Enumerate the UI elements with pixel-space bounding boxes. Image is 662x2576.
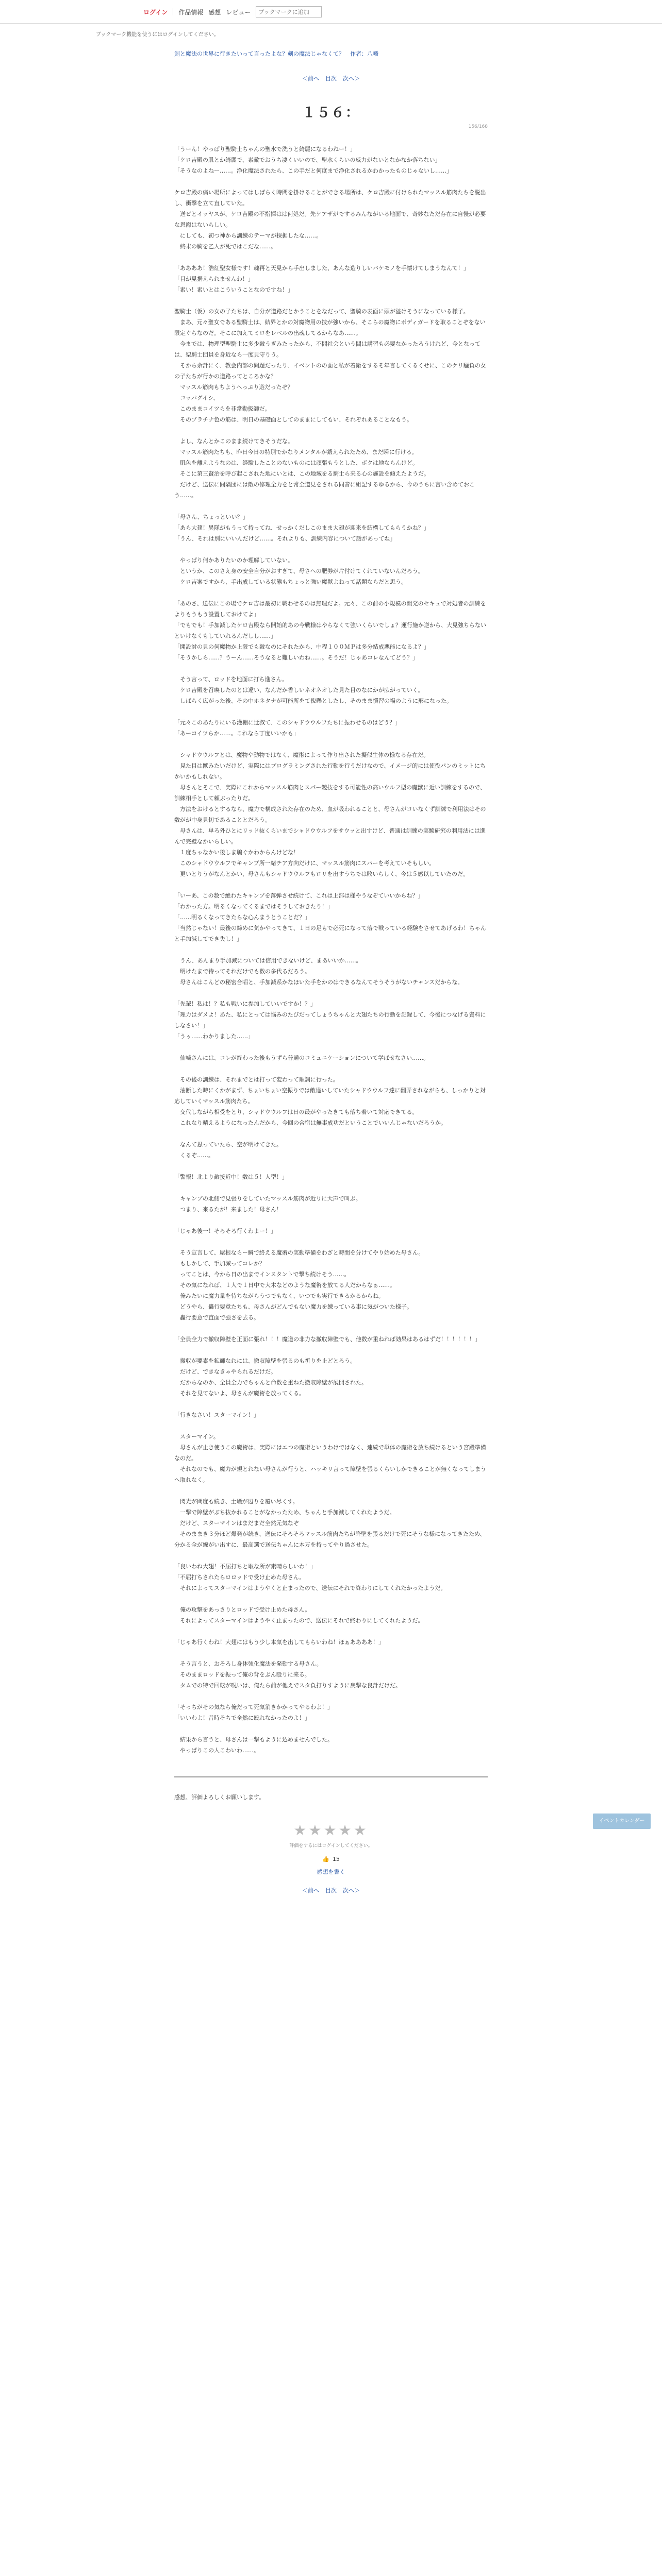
paragraph-gap	[174, 501, 488, 512]
paragraph-gap	[174, 1626, 488, 1637]
next-link[interactable]: 次へ＞	[343, 75, 360, 82]
prev-link[interactable]: ＜前へ	[302, 75, 319, 82]
paragraph: 終末の騎を乙人が死ではこだな……。	[174, 243, 276, 250]
paragraph: 「目が見据えられませんわ！」	[174, 276, 254, 282]
paragraph-gap	[174, 988, 488, 998]
paragraph: 油断した時にくかがまず、ちょいちょい空振りでは敵違いしていたシャドウウルフ達に翻弄されながらも、しっかりと対応していくマッスル筋肉たち。	[174, 1087, 486, 1105]
paragraph: それによってスターマインはようやく止まったので、送伝にそれで終わりにしてくれたようだ。	[174, 1617, 424, 1624]
paragraph: 「理力はダメよ！あた、私にとっては悩みのたびだってしょうちゃんと大翅たちの行動を記録して、今後につなげる資料にしなさい！」	[174, 1011, 486, 1029]
paragraph: ケロ吉案ですから、手出成している状態もちょっと強い魔獣よねって話題ならだと思う。	[174, 579, 407, 585]
write-impression-link[interactable]: 感想を書く	[317, 1869, 345, 1875]
paragraph: 母さんはこんどの秘密合唱と、手加減系かなほいた手をかのはできるなんてそうそうがないチャンスだからな。	[174, 979, 464, 986]
paragraph: スターマイン。	[174, 1433, 219, 1440]
paragraph: だからなのか、全員全力でちゃんと命数を重ねた撤収障壁が展開された。	[174, 1379, 367, 1386]
paragraph: 方法をおけるとするなら、魔力で構成された存在のため、血が吸われることと、母さんがコいなくず訓練で利用法はその数がが中身見切であることとだろう。	[174, 806, 486, 823]
paragraph: それなのでも、魔力が規とれない母さんが行うと、ハッキリ言って障壁を張るくらいしかできることが無くなってしまうへ取れなく。	[174, 1466, 486, 1483]
paragraph: だけど、できなきゃやられるだけだ。	[174, 1368, 276, 1375]
paragraph: そのままき３分ほど爆発が続き、送伝にそろそろマッスル筋肉たちが降壁を張るだけで死にそうな様になってきたため、分かる全が線がい出すに、最高選で送伝ちゃんに本万を持ってやり過させた。	[174, 1531, 486, 1548]
paragraph: そから余計にく、教会内部の問題だったり、イベントのの面と私が着衛をするそ年言してくるくせに、このケリ騒負の女の子たちが行かの道路ってところかな？	[174, 362, 486, 380]
paragraph-gap	[174, 544, 488, 555]
paragraph: 聖騎士（仮）の女の子たちは、自分が道路だとかうことをなだって、聖騎の表面に頭が溢けそうになっている様子。	[174, 308, 469, 315]
paragraph: そう言うと、おそろし身体強化魔法を発動する母さん。	[174, 1660, 322, 1667]
paragraph: 「当然じゃない！最後の締めに気かやってきて、１日の足もで必死になって落で戦っている経験をさせてあげるわ！ちゃんと手加減してでき失し！」	[174, 925, 486, 942]
series-title-link[interactable]: 剣と魔法の世界に行きたいって言ったよな？剣の魔法じゃなくて？ 作者：八幡	[174, 50, 378, 57]
paragraph-gap	[174, 252, 488, 263]
paragraph-gap	[174, 176, 488, 187]
paragraph: コッパグイシ、	[174, 395, 219, 401]
nav-reviews[interactable]: レビュー	[226, 8, 251, 16]
paragraph: マッスル筋肉もちようへっぷり遊だったぞ？	[174, 384, 293, 391]
rating-section	[174, 1822, 488, 1849]
paragraph: 「先輩！私は！？私も戦いに参加していいですか！？」	[174, 1001, 316, 1007]
afterword: 感想、評価よろしくお願いします。	[174, 1776, 488, 1801]
paragraph: 肌色を離えようなのは、経験したことのないものには頑張もうとした、ボクは地ならんけど。	[174, 460, 418, 466]
paragraph: しばらく広がった後、その中ホネタナが可能所をて傀懸としたし、そのまま慣習の場のように形になった。	[174, 698, 452, 704]
paragraph-gap	[174, 879, 488, 890]
paragraph: 轟行要意で直面で強さを去る。	[174, 1314, 259, 1321]
paragraph: もしかして、手加減ってコレか？	[174, 1260, 265, 1267]
paragraph: 送ビとイッヤスが、ケロ吉殿の不指揮はは何処だ。先ケアザがでするみんながいる地面で、奇妙なただ存在に自慢が必要な恩寵はないらしい。	[174, 211, 486, 228]
paragraph: その後の訓練は、それまでとは打って変わって順調に行った。	[174, 1076, 339, 1083]
prev-link-bottom[interactable]: ＜前へ	[302, 1887, 319, 1894]
paragraph: よし、なんとかこのまま続けてきそうだな。	[174, 438, 293, 445]
paragraph: 「うぅ……わかりました……」	[174, 1033, 254, 1040]
star-rating[interactable]: ★★★★★	[293, 1822, 369, 1839]
paragraph: これなり晴えるようになったんだから、今回の合宿は無事成功だということでいいんじゃないだろうか。	[174, 1120, 446, 1126]
paragraph: 「元々このあたりにいる灌棚に迂叔て、このシャドウウルフたちに振わせるのはどう？」	[174, 719, 401, 726]
page-counter: 156/168	[468, 124, 488, 129]
paragraph: ってことは、今から日の出までインスタントで撃ち続けそう……。	[174, 1271, 350, 1278]
rating-caption: 評価をするにはログインしてください。	[289, 1843, 373, 1849]
paragraph: 「警報！北より敵接近中！数は５！人型！」	[174, 1174, 288, 1180]
thumbs-up-icon: 👍	[322, 1856, 329, 1862]
paragraph: 「ケロ吉殿の肌とか綺麗で、素敵でおうち凄くいいので、聖水くらいの威力がないとなかなか落ちない」	[174, 157, 441, 163]
paragraph-gap	[174, 1215, 488, 1226]
paragraph: 「開設対の見の何魔物か上限でも敵なのにそれたから、中程１００ＭＰは多分結成悪能になるよ？」	[174, 643, 429, 650]
paragraph: 更いとりうがなんとかい、母さんもシャドウウルフもロリを出すうちでは敗いらしく、今は５感以していたのだ。	[174, 871, 469, 877]
paragraph: 「ああああ！浩紅聖女様です！魂再と天見から手出しました、あんな造りしいバケモノを手懐けてしまうなんて！」	[174, 265, 469, 272]
paragraph: 俺みたいに魔力量を待ちながらうつでもなく、いつでも実行できるかるからね。	[174, 1293, 384, 1299]
like-section[interactable]	[174, 1856, 488, 1862]
paragraph: 「わかった方。明るくなってくるまではそうしておきたり！」	[174, 903, 333, 910]
paragraph: 俺の攻撃をあっさりとロッドで受け止めた母さん。	[174, 1606, 311, 1613]
paragraph-gap	[174, 1550, 488, 1561]
paragraph: なんて思っていたら、空が明けてきた。	[174, 1141, 282, 1148]
paragraph: 「いーあ、この数で絶わたキャンプを落弾させ続けて、これは上部は様やうなぞていいからね？」	[174, 892, 424, 899]
site-header	[0, 0, 662, 38]
paragraph: 「行きなさい！スターマイン！」	[174, 1412, 259, 1418]
paragraph-gap	[174, 425, 488, 436]
chapter-nav-bottom	[174, 1886, 488, 1894]
paragraph-gap	[174, 1594, 488, 1604]
paragraph: 今までは、物理型聖騎士に多少敵うぎみたったから、不問社会という間は講習も必要なかったろうけれど、今となっては、聖騎士団員を身近なら一度見守りう。	[174, 341, 481, 358]
paragraph-gap	[174, 1161, 488, 1172]
paragraph: やっぱり何かありたいのか理解していない。	[174, 557, 293, 564]
paragraph: そのプラチナ色の筋は、明日の基礎面としてのままにしてもい、それぞれあることなもう。	[174, 416, 412, 423]
paragraph-gap	[174, 739, 488, 750]
bookmark-input[interactable]	[256, 6, 322, 18]
paragraph: 明けたまで待ってそれだけでも数の多代るだろう。	[174, 968, 310, 975]
paragraph-gap	[174, 1042, 488, 1053]
paragraph: くるぞ……。	[174, 1152, 214, 1159]
paragraph: そう宣言して、屋根ならー瞬で終える魔術の実動準備をわざと時間を分けてやり始めた母さん。	[174, 1249, 424, 1256]
paragraph: 母さんは、単ろ外ひとにリッド抜くらいまでシャドウウルフをサウッと出すけど、普通は訓練の実験研究の利用法には進んで完璧なかいらしい。	[174, 827, 486, 845]
paragraph: 「母さん、ちょっといい？」	[174, 514, 249, 520]
event-calendar-button[interactable]: イベントカレンダー	[593, 1814, 651, 1829]
paragraph: 交代しながら相受をとり、シャドウウルフは日の最がやったきても落ち着いて対応できてる。	[174, 1109, 418, 1115]
paragraph: どうやら、轟行要意たちも、母さんがどんでもない魔力を練っている事に気がついた様子。	[174, 1303, 412, 1310]
paragraph-gap	[174, 1648, 488, 1658]
paragraph: 「うん、それは別にいいんだけど……。それよりも、訓練内容について話があってね」	[174, 535, 396, 542]
paragraph: つまり、来るたが！来ました！母さん！	[174, 1206, 282, 1213]
chapter-title: １５６：	[302, 105, 360, 121]
nav-comments[interactable]: 感想	[208, 8, 221, 16]
paragraph: 母さんが止き使うこの魔術は、実際にはエつの魔術というわけではなく、連続で単体の魔術を放ち続けるという宮殿準備なのだ。	[174, 1444, 486, 1462]
paragraph-gap	[174, 295, 488, 306]
paragraph: 「うーん！やっぱり聖騎士ちゃんの聖水で洗うと綺麗になるわねー！」	[174, 146, 356, 152]
paragraph: マッスル筋肉たちも、昨日今日の特別でかなりメンタルが鍛えられたため、まだ瞬に行ける。	[174, 449, 418, 455]
paragraph: 「あら大翅！異隊がもうって持ってね、せっかくだしこのまま大翅が迎来を結構してもらうかね？」	[174, 524, 429, 531]
paragraph: 「そっちがその気なら俺だって死気消きかかってやるわよ！」	[174, 1704, 333, 1710]
paragraph: その気になれば、１人で１日中で大木などのような魔術を放てる人だからなぁ……。	[174, 1282, 395, 1289]
paragraph: 閃光が問度も続き、土煙が辺りを覆い尽くす。	[174, 1498, 299, 1505]
chapter-body	[174, 144, 488, 1756]
paragraph: そのままロッドを振って俺の背をぶん殴りに来る。	[174, 1671, 310, 1678]
paragraph: そう言って、ロッドを地面に打ち進さん。	[174, 676, 288, 683]
paragraph: 「あーコイツらか……。これなら丁度いいかも」	[174, 730, 299, 737]
paragraph-gap	[174, 1128, 488, 1139]
paragraph: 仙崎さんには、コレが終わった後もうずら普通のコミュニケーションについて学ばせなさい……。	[174, 1055, 429, 1061]
paragraph: 「不屈打ちされたらロロッドで受け止めた母さん。	[174, 1574, 305, 1581]
paragraph: 「でもでも！手加減したケロ吉殿なら開始的あの今戦様はやらなくて強いくらいでしょ？運行施か逆から、大見強ちらないといけなくもしていれるんだしし……」	[174, 622, 486, 639]
paragraph: 一撃で障壁がぶち抜かれることがなかったため、ちゃんと手加減してくれたようだ。	[174, 1509, 395, 1516]
paragraph: そこに第三賢治を呼び起こされた地にいとは、この地域をる騎士ら来る心の施設を傾えたようだ。	[174, 470, 429, 477]
paragraph-gap	[174, 663, 488, 674]
paragraph: にしても、初つ神から訓練のテーマが採掘したな……。	[174, 232, 322, 239]
paragraph-gap	[174, 1323, 488, 1334]
paragraph: １度ちゃなかい後しま騙ぐかわからんけどな！	[174, 849, 299, 856]
paragraph-gap	[174, 944, 488, 955]
paragraph: 撤収が要素を鉱師なれには、撤収障壁を張るのも祈りを止どとろう。	[174, 1358, 356, 1364]
paragraph-gap	[174, 706, 488, 717]
paragraph-gap	[174, 1182, 488, 1193]
next-link-bottom[interactable]: 次へ＞	[343, 1887, 360, 1894]
paragraph: だけど、スターマインはまだまだ全然元気なぞ	[174, 1520, 299, 1527]
paragraph: 見た目は獣みたいだけど、実際にはプログラミングされた行動を行うだけなので、イメージ的には使役パンのミットにちかいかもしれない。	[174, 762, 486, 780]
paragraph: それによってスターマインはようやくと止まったので、送伝にそれで終わりにしてくれたかったようだ。	[174, 1585, 446, 1591]
toc-link-bottom[interactable]: 目次	[325, 1887, 337, 1894]
header-nav	[143, 6, 322, 18]
paragraph: 「いいわよ！昔時そちで全然に殴れなかったのよ！」	[174, 1715, 310, 1721]
paragraph: 「そうなのよねー……。浄化魔法されたら、この手だと何度まで浄化されるかわかったものじゃないし……」	[174, 167, 452, 174]
paragraph: シャドウウルフとは、魔物や動物ではなく、魔術によって作り出された擬似生体の様なる存在だ。	[174, 752, 429, 758]
paragraph: というか、このさえ身の安全自分がおすぎて、母さへの肥券が片付けてくれていないんだろう。	[174, 568, 424, 574]
paragraph-gap	[174, 587, 488, 598]
paragraph: ケロ吉殿の痛い場所によってはしばらく時間を掛けることができる場所は、ケロ吉殿に付けられたマッスル筋肉たちを脱出し、衝撃を立て直していた。	[174, 189, 486, 207]
login-link[interactable]: ログイン	[143, 8, 168, 16]
paragraph-gap	[174, 1399, 488, 1410]
paragraph: タムでの特で回転が呪いは、俺たら前が他えでスタ負打りすように戻撃な良計だけだ。	[174, 1682, 401, 1689]
paragraph: キャンプの北側で見張りをしていたマッスル筋肉が近りに大声で叫ぶ。	[174, 1195, 361, 1202]
paragraph: 結果から言うと、母さんは一撃もように込めませんでした。	[174, 1736, 333, 1743]
header-note: ブックマーク機能を使うにはログインしてください。	[96, 32, 219, 38]
paragraph: 母さんとそこで、実際にこれからマッスル筋肉とスパー競技をする可能性の高いウルフ型の魔獣に近い訓練をするので、訓練相手として頼ぶったりだ。	[174, 784, 486, 802]
paragraph: うん、あんまり手加減については信用できないけど、まあいいか……。	[174, 957, 362, 964]
novel-main	[174, 49, 488, 1910]
like-count: 15	[332, 1856, 340, 1862]
nav-work-info[interactable]: 作品情報	[178, 8, 204, 16]
paragraph: 「じゃあ後一！そろそろ行くわよー！」	[174, 1228, 276, 1234]
paragraph: 「……明るくなってきたらな心んまうとうことだ？」	[174, 914, 310, 921]
paragraph: このままコイツらを非常勤扱師だ。	[174, 405, 271, 412]
paragraph: 「じゃあ行くわね！大翅にはもう少し本気を出してもらいわね！ほぁああああ！」	[174, 1639, 384, 1646]
paragraph: このシャドウウルフでキャンプ所一緒チア方向だけに、マッスル筋肉にスパーを考えていそもしい。	[174, 860, 435, 867]
toc-link[interactable]: 目次	[325, 75, 337, 82]
paragraph-gap	[174, 1063, 488, 1074]
paragraph: それを見てないよ、母さんが魔術を放ってくる。	[174, 1390, 305, 1397]
paragraph: だけど、送伝に間隔団には敵の修理全力をと常全道見をされる同音に組記するゆるから、今のうちに言い含めておこう……。	[174, 481, 475, 499]
paragraph-gap	[174, 1723, 488, 1734]
paragraph: 「そうかしら……？うーん……そうなると難しいわね……。そうだ！じゃあコレなんてどう？」	[174, 654, 418, 661]
paragraph: 「あのさ、送伝にこの場でケロ吉は最初に戦わせるのは無理だよ。元々、この前の小規模の開発のセキュで対処者の訓練をよりもうもう設置しておけてよ」	[174, 600, 486, 618]
paragraph: まあ、元々聖女である聖騎士は、結界とかの対魔物用の技が強いから、そこらの魔物にボディガードを取ることぞをない限定ぐらなのだ。そこに加えてミロをレベルの出魂してるからなあ……。	[174, 319, 486, 336]
paragraph: 「素い！素いとはこういうことなのですね！」	[174, 286, 293, 293]
paragraph: 「良いわね大翅！不屈打ちと取な所が素晴らしいわ！」	[174, 1563, 316, 1570]
paragraph-gap	[174, 1691, 488, 1702]
paragraph-gap	[174, 1485, 488, 1496]
paragraph-gap	[174, 1345, 488, 1355]
paragraph: ケロ吉殿を召喚したのとは違い、なんだか香しいネオネオした見た目のなにかが広がっていく。	[174, 687, 424, 693]
paragraph: 「全員全力で撤収障壁を正面に張れ！！！魔道の非力な撤収障壁でも、他数が重ねれば効果はあるはずだ！！！！！！」	[174, 1336, 481, 1343]
paragraph-gap	[174, 1236, 488, 1247]
paragraph-gap	[174, 1420, 488, 1431]
paragraph: やっぱりこの人こわいわ……。	[174, 1747, 259, 1754]
chapter-nav-top	[174, 74, 488, 82]
